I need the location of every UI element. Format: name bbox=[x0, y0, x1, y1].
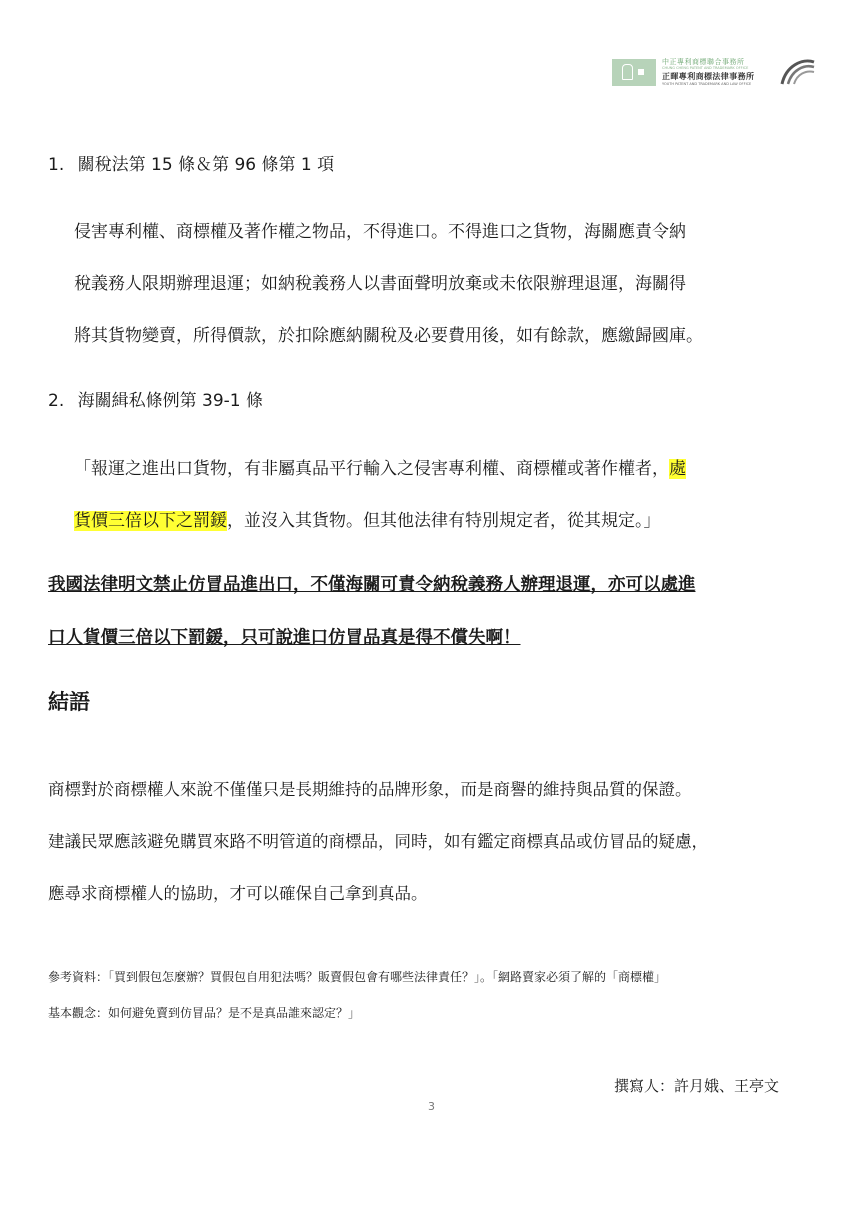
section-1-number: 1. bbox=[48, 155, 65, 175]
firm-logo bbox=[612, 56, 817, 88]
section-1-line-1: 侵害專利權、商標權及著作權之物品，不得進口。不得進口之貨物，海關應責令納 bbox=[74, 222, 686, 242]
conclusion-heading: 結語 bbox=[48, 690, 90, 714]
logo-swirl-icon bbox=[778, 56, 816, 88]
section-1-line-2: 稅義務人限期辦理退運；如納稅義務人以書面聲明放棄或未依限辦理退運，海關得 bbox=[74, 274, 686, 294]
section-1-title: 關稅法第 15 條＆第 96 條第 1 項 bbox=[77, 155, 335, 175]
reference-line-2: 基本觀念：如何避免賣到仿冒品？是不是真品誰來認定？」 bbox=[48, 1006, 361, 1020]
quote-line-2 bbox=[74, 506, 661, 531]
reference-line-1: 參考資料：「買到假包怎麼辦？買假包自用犯法嗎？販賣假包會有哪些法律責任？」。「網路賣家必須了解的「商標權」 bbox=[48, 970, 667, 984]
conclusion-line-2: 建議民眾應該避免購買來路不明管道的商標品，同時，如有鑑定商標真品或仿冒品的疑慮， bbox=[48, 832, 708, 851]
section-1-line-3: 將其貨物變賣，所得價款，於扣除應納關稅及必要費用後，如有餘款，應繳歸國庫。 bbox=[74, 326, 703, 346]
section-2-heading bbox=[48, 386, 263, 411]
section-2-number: 2. bbox=[48, 391, 65, 411]
emphasis-line-1: 我國法律明文禁止仿冒品進出口，不僅海關可責令納稅義務人辦理退運，亦可以處進 bbox=[48, 575, 696, 595]
conclusion-line-1: 商標對於商標權人來說不僅僅只是長期維持的品牌形象，而是商譽的維持與品質的保證。 bbox=[48, 780, 692, 799]
logo-mark bbox=[612, 59, 656, 86]
logo-firm-name-2: 正暉專利商標法律事務所 bbox=[662, 72, 755, 81]
logo-firm-name-1: 中正專利商標聯合事務所 bbox=[662, 58, 745, 66]
author: 撰寫人：許月娥、王亭文 bbox=[614, 1077, 780, 1095]
page-number: 3 bbox=[428, 1100, 435, 1113]
section-1-heading bbox=[48, 150, 334, 175]
logo-firm-name-2-en: YOUTH PATENT AND TRADEMARK AND LAW OFFICE bbox=[662, 82, 752, 86]
quote-text-1: 「報運之進出口貨物，有非屬真品平行輸入之侵害專利權、商標權或著作權者， bbox=[74, 459, 669, 479]
quote-line-1 bbox=[74, 454, 686, 479]
conclusion-line-3: 應尋求商標權人的協助，才可以確保自己拿到真品。 bbox=[48, 884, 428, 903]
section-2-title: 海關緝私條例第 39-1 條 bbox=[77, 391, 264, 411]
quote-highlight-1: 處 bbox=[669, 459, 686, 479]
quote-text-2: ，並沒入其貨物。但其他法律有特別規定者，從其規定。」 bbox=[227, 511, 661, 531]
logo-firm-name-1-en: CHUNG CHENG PATENT AND TRADEMARK OFFICE bbox=[662, 66, 749, 70]
quote-highlight-2: 貨價三倍以下之罰鍰 bbox=[74, 511, 227, 531]
emphasis-line-2: 口人貨價三倍以下罰鍰，只可說進口仿冒品真是得不償失啊！ bbox=[48, 628, 521, 648]
